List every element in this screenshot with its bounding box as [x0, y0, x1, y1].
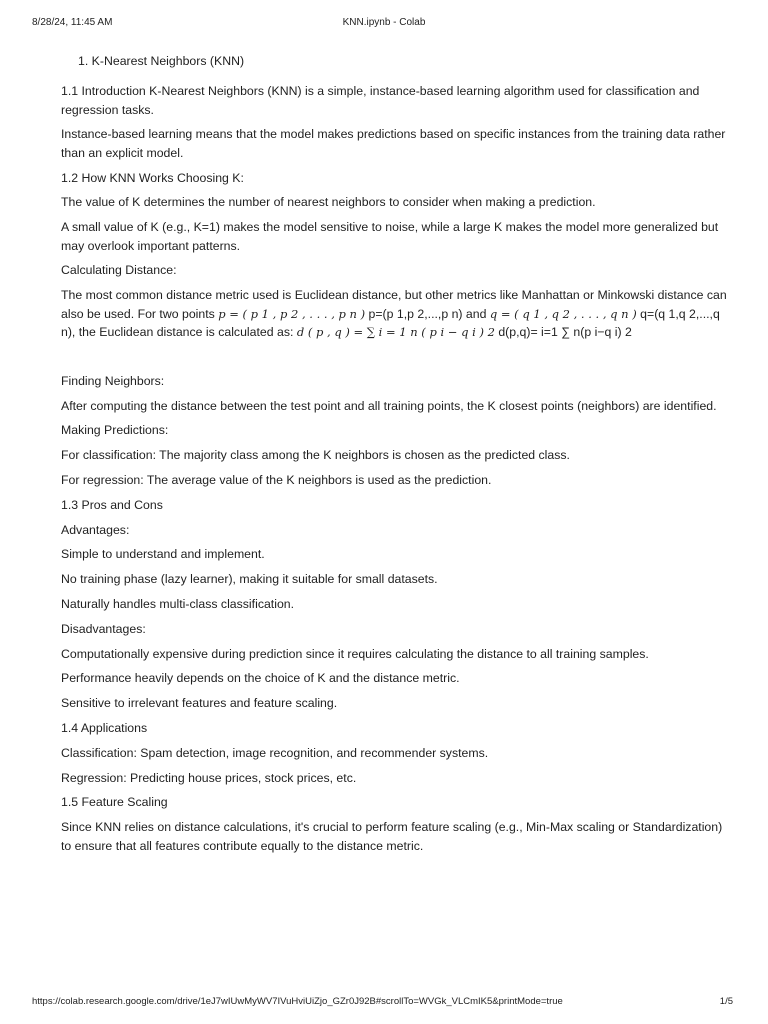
finding-neighbors-heading: Finding Neighbors:	[61, 373, 165, 388]
notebook-content	[61, 52, 733, 861]
plain-euclidean-formula: d(p,q)= i=1 ∑ n(p i−q i) 2	[498, 325, 632, 340]
disadvantage-item: Sensitive to irrelevant features and feature scaling.	[61, 696, 338, 711]
print-datetime: 8/28/24, 11:45 AM	[32, 17, 113, 28]
page-url: https://colab.research.google.com/drive/1eJ7wIUwMyWV7IVuHviUiZjo_GZr0J92B#scrollTo=WVGk_VLCmIK5&printMode=true	[32, 996, 563, 1007]
plain-point-p: p=(p 1,p 2,...,p n) and	[368, 306, 487, 321]
distance-text: The most common distance metric used is Euclidean distance, but other metrics like Manhattan or Minkowski distance can also be used. For two points	[61, 288, 727, 321]
advantage-item: No training phase (lazy learner), making it suitable for small datasets.	[61, 572, 438, 587]
distance-paragraph	[61, 286, 733, 342]
calculating-distance-heading: Calculating Distance:	[61, 263, 177, 278]
print-title: KNN.ipynb - Colab	[342, 17, 426, 28]
math-euclidean-formula: d ( p , q ) = ∑ i = 1 n ( p i − q i ) 2	[296, 325, 495, 340]
application-item: Regression: Predicting house prices, stock prices, etc.	[61, 770, 357, 785]
disadvantages-heading: Disadvantages:	[61, 621, 146, 636]
advantage-item: Simple to understand and implement.	[61, 547, 265, 562]
making-predictions-heading: Making Predictions:	[61, 423, 169, 438]
feature-scaling-paragraph: Since KNN relies on distance calculations, it's crucial to perform feature scaling (e.g., Min-Max scaling or Standardization) to ensure that all features contribute equally to the distance metric.	[61, 820, 723, 853]
disadvantage-item: Computationally expensive during prediction since it requires calculating the distance to all training samples.	[61, 646, 649, 661]
math-point-q: q = ( q 1 , q 2 , . . . , q n )	[489, 306, 637, 321]
section-heading-knn: 1. K-Nearest Neighbors (KNN)	[78, 54, 245, 68]
application-item: Classification: Spam detection, image recognition, and recommender systems.	[61, 745, 489, 760]
instance-based-paragraph: Instance-based learning means that the model makes predictions based on specific instances from the training data rather than an explicit model.	[61, 127, 726, 160]
print-footer	[32, 996, 736, 1010]
intro-paragraph: 1.1 Introduction K-Nearest Neighbors (KNN) is a simple, instance-based learning algorithm used for classification and regression tasks.	[61, 84, 700, 117]
advantage-item: Naturally handles multi-class classification.	[61, 596, 295, 611]
print-header	[32, 17, 736, 31]
how-knn-works-heading: 1.2 How KNN Works Choosing K:	[61, 170, 244, 185]
regression-paragraph: For regression: The average value of the K neighbors is used as the prediction.	[61, 472, 492, 487]
applications-heading: 1.4 Applications	[61, 720, 148, 735]
math-point-p: p = ( p 1 , p 2 , . . . , p n )	[218, 306, 366, 321]
feature-scaling-heading: 1.5 Feature Scaling	[61, 795, 168, 810]
pros-cons-heading: 1.3 Pros and Cons	[61, 497, 163, 512]
page-number: 1/5	[719, 996, 733, 1007]
finding-neighbors-paragraph: After computing the distance between the test point and all training points, the K closest points (neighbors) are identified.	[61, 398, 717, 413]
k-value-paragraph: The value of K determines the number of nearest neighbors to consider when making a prediction.	[61, 195, 596, 210]
plain-point-q: q=(q 1,q 2,...,q n), the Euclidean distance is calculated as:	[61, 306, 720, 340]
disadvantage-item: Performance heavily depends on the choice of K and the distance metric.	[61, 671, 460, 686]
classification-paragraph: For classification: The majority class among the K neighbors is chosen as the predicted class.	[61, 448, 570, 463]
k-small-large-paragraph: A small value of K (e.g., K=1) makes the model sensitive to noise, while a large K makes the model more generalized but may overlook important patterns.	[61, 220, 719, 253]
advantages-heading: Advantages:	[61, 522, 130, 537]
